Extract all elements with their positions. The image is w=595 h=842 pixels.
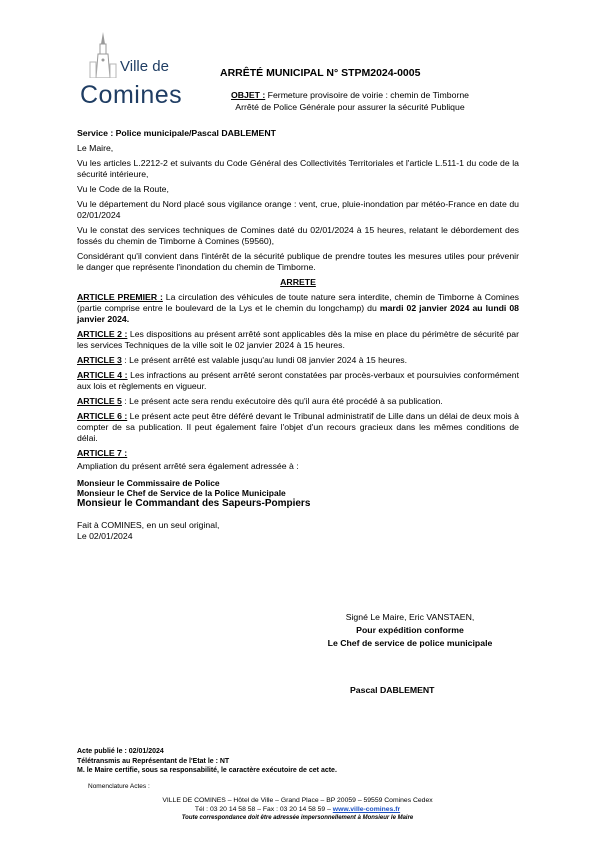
document-body: [77, 128, 519, 542]
article-4-label: ARTICLE 4 :: [77, 370, 128, 380]
service-line: Service : Police municipale/Pascal DABLEMENT: [77, 128, 276, 138]
fait-date: Le 02/01/2024: [77, 531, 133, 541]
article-7-label: ARTICLE 7 :: [77, 448, 128, 458]
objet-label: OBJET :: [230, 90, 266, 100]
recipient: Monsieur le Commissaire de Police: [77, 478, 220, 488]
vu-articles: Vu les articles L.2212-2 et suivants du Code Général des Collectivités Territoriales et l'article L.511-1 du code de la sécurité intérieure,: [77, 158, 519, 179]
article-5-label: ARTICLE 5: [77, 396, 122, 406]
acte-publie: Acte publié le : 02/01/2024: [77, 748, 164, 755]
article-6-text: Le présent acte peut être déféré devant le Tribunal administratif de Lille dans un délai de deux mois à compter de sa publication. Il peut également faire l'objet d'un recours gracieux dans les mêmes conditions de délai.: [77, 411, 519, 443]
article-7: [77, 448, 519, 459]
fait-block: [77, 520, 519, 542]
objet-text-2: Arrêté de Police Générale pour assurer la sécurité Publique: [235, 102, 465, 112]
city-logo: [70, 28, 190, 110]
signature-chef: Le Chef de service de police municipale: [327, 638, 493, 648]
article-3-label: ARTICLE 3: [77, 355, 122, 365]
article-1-label: ARTICLE PREMIER :: [77, 292, 163, 302]
logo-ville-text: Ville de: [120, 58, 169, 75]
article-4: [77, 370, 519, 392]
article-1-dates: mardi 02 janvier 2024 au lundi 08 janvier 2024.: [77, 303, 520, 324]
article-1: [77, 292, 519, 325]
logo-comines-text: Comines: [80, 81, 183, 109]
article-6: [77, 411, 519, 444]
recipient: Monsieur le Commandant des Sapeurs-Pompiers: [77, 498, 311, 509]
publication-info: [77, 747, 337, 776]
signatory-name: Pascal DABLEMENT: [350, 685, 435, 695]
article-3-text: : Le présent arrêté est valable jusqu'au lundi 08 janvier 2024 à 15 heures.: [121, 355, 408, 365]
article-6-label: ARTICLE 6 :: [77, 411, 128, 421]
signature-expedition: Pour expédition conforme: [356, 625, 464, 635]
contact-line: [60, 805, 535, 814]
article-2-label: ARTICLE 2 :: [77, 329, 128, 339]
website-link[interactable]: www.ville-comines.fr: [332, 806, 401, 813]
nomenclature: Nomenclature Actes :: [88, 783, 150, 790]
objet-block: [200, 89, 500, 113]
article-2: [77, 329, 519, 351]
objet-text-1: Fermeture provisoire de voirie : chemin de Timborne: [265, 90, 470, 100]
certification: M. le Maire certifie, sous sa responsabilité, le caractère exécutoire de cet acte.: [77, 767, 337, 774]
maire-line: Le Maire,: [77, 143, 114, 153]
article-3: [77, 355, 519, 366]
article-2-text: Les dispositions au présent arrêté sont applicables dès la mise en place du périmètre de sécurité par les services Techniques de la ville soit le 02 janvier 2024 à 15 heures.: [77, 329, 519, 350]
article-5: [77, 396, 519, 407]
recipients-list: [77, 478, 519, 510]
vu-departement: Vu le département du Nord placé sous vigilance orange : vent, crue, pluie-inondation par météo-France en date du 02/01/2024: [77, 199, 519, 220]
considerant: Considérant qu'il convient dans l'intérêt de la sécurité publique de prendre toutes les mesures utiles pour prévenir le danger que représente l'inondation du chemin de Timborne.: [77, 251, 519, 272]
church-icon: [88, 32, 118, 78]
article-7-text: Ampliation du présent arrêté sera également adressée à :: [77, 461, 299, 471]
signature-block: [300, 611, 520, 650]
document-title: ARRÊTÉ MUNICIPAL N° STPM2024-0005: [220, 67, 421, 79]
tel-fax: Tél : 03 20 14 58 58 – Fax : 03 20 14 58 59 –: [194, 806, 333, 813]
address-line: VILLE DE COMINES – Hôtel de Ville – Grand Place – BP 20059 – 59559 Comines Cedex: [162, 797, 433, 804]
vu-code-route: Vu le Code de la Route,: [77, 184, 169, 194]
arrete-heading: ARRETE: [280, 277, 316, 287]
signature-maire: Signé Le Maire, Eric VANSTAEN,: [345, 612, 475, 622]
article-4-text: Les infractions au présent arrêté seront constatées par procès-verbaux et poursuivies conformément aux lois et règlements en vigueur.: [77, 370, 519, 391]
article-5-text: : Le présent acte sera rendu exécutoire dès qu'il aura été procédé à sa publication.: [121, 396, 443, 406]
correspondence-notice: Toute correspondance doit être adressée impersonnellement à Monsieur le Maire: [181, 815, 414, 821]
fait-line: Fait à COMINES, en un seul original,: [77, 520, 220, 530]
recipient: Monsieur le Chef de Service de la Police Municipale: [77, 488, 286, 498]
vu-constat: Vu le constat des services techniques de Comines daté du 02/01/2024 à 15 heures, relatant le débordement des fossés du chemin de Timborne à Comines (59560),: [77, 225, 519, 246]
teletransmis: Télétransmis au Représentant de l'Etat le : NT: [77, 757, 230, 765]
footer-address: [60, 796, 535, 823]
article-1-text: La circulation des véhicules de toute nature sera interdite, chemin de Timborne à Comines (partie comprise entre le boulevard de la Lys et le chemin du longchamp) du: [77, 292, 519, 313]
